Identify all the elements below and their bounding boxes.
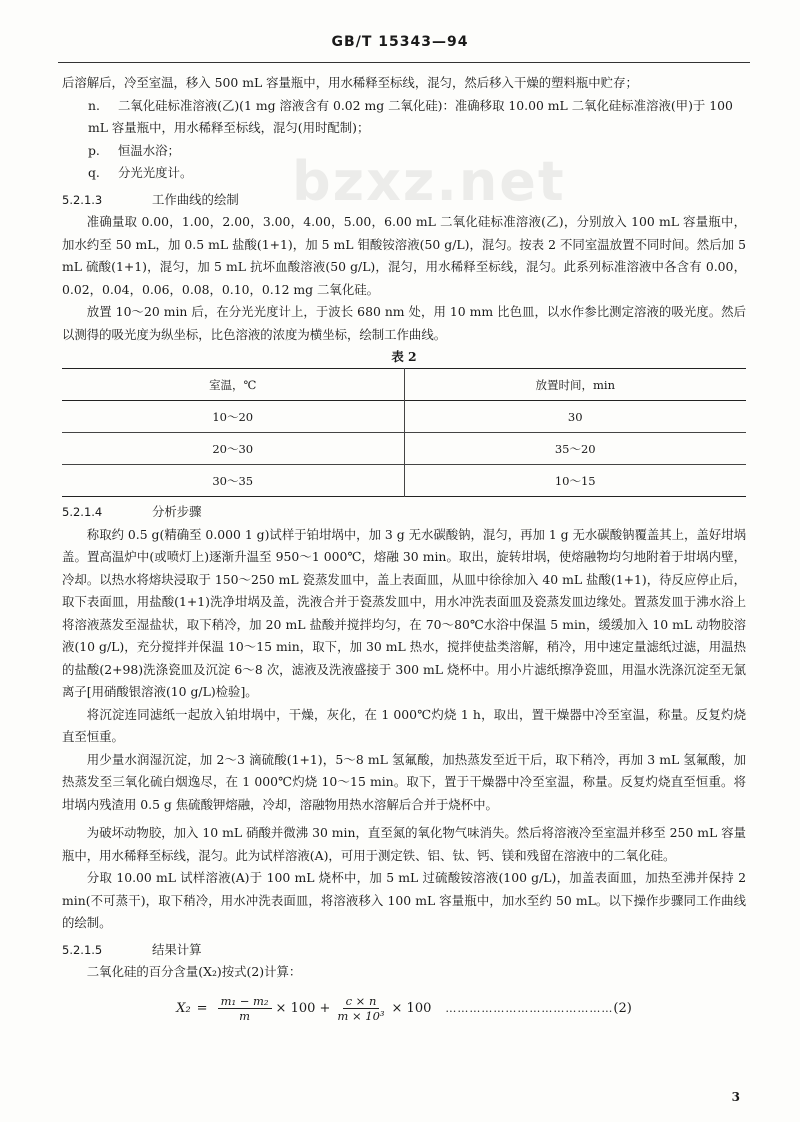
- item-marker: p.: [88, 142, 100, 158]
- item-marker: n.: [88, 97, 100, 113]
- table-caption: 表 2: [391, 349, 417, 364]
- header-rule: [58, 62, 750, 63]
- page-number: 3: [731, 1090, 740, 1104]
- paragraph: 称取约 0.5 g(精确至 0.000 1 g)试样于铂坩埚中，加 3 g 无水碳酸钠，混匀，再加 1 g 无水碳酸钠覆盖其上，盖好坩埚盖。置高温炉中(或喷灯上)逐渐升温至 950～1 000℃，熔融 30 min。取出，旋转坩埚，使熔融物均匀地附着于坩埚内壁，冷却。以热水将熔块浸取于 150～250 mL 瓷蒸发皿中，盖上表面皿，从皿中徐徐加入 40 mL 盐酸(1+1)，待反应停止后，取下表面皿，用盐酸(1+1)洗净坩埚及盖，洗液合并于瓷蒸发皿中，用水冲洗表面皿及瓷蒸发皿边缘处。置蒸发皿于沸水浴上将溶液蒸发至湿盐状，取下稍冷，加 20 mL 盐酸并搅拌均匀，在 70～80℃水浴中保温 5 min，缓缓加入 10 mL 动物胶溶液(10 g/L)，充分搅拌并保温 10～15 min，取下，加 30 mL 热水，搅拌使盐类溶解，稍冷，用中速定量滤纸过滤，用温热的盐酸(2+98)洗涤瓷皿及沉淀 6～8 次，滤液及洗液盛接于 300 mL 烧杯中。用小片滤纸擦净瓷皿，用温水洗涤沉淀至无氯离子[用硝酸银溶液(10 g/L)检验]。: [62, 526, 746, 699]
- formula-times-plus: × 100 +: [275, 1000, 331, 1016]
- formula-2: [62, 994, 746, 1023]
- paragraph: 为破坏动物胶，加入 10 mL 硝酸并微沸 30 min，直至氮的氧化物气味消失。然后将溶液冷至室温并移至 250 mL 容量瓶中，用水稀释至标线，混匀。此为试样溶液(A)，可用于测定铁、铝、钛、钙、镁和残留在溶液中的二氧化硅。: [62, 825, 746, 863]
- table-header-cell: 放置时间，min: [535, 377, 615, 392]
- section-title: 工作曲线的绘制: [152, 191, 239, 207]
- item-text: 恒温水浴；: [118, 142, 180, 158]
- table-row: [62, 401, 746, 433]
- table-cell: 10～15: [554, 473, 596, 488]
- table-row: [62, 433, 746, 465]
- fraction-denominator: m × 10³: [337, 1008, 385, 1023]
- fraction-denominator: m: [239, 1008, 250, 1023]
- standard-header: GB/T 15343—94: [331, 34, 469, 50]
- formula-label: (2): [613, 1000, 632, 1016]
- leader-dots: ……………………………………: [445, 1001, 614, 1015]
- section-title: 结果计算: [152, 941, 202, 957]
- item-text: 分光光度计。: [118, 165, 193, 180]
- fraction-2: [334, 994, 387, 1023]
- table-row: [62, 465, 746, 497]
- list-item-n: [62, 95, 746, 140]
- section-heading-5215: [62, 939, 746, 962]
- paragraph: 放置 10～20 min 后，在分光光度计上，于波长 680 nm 处，用 10 mm 比色皿，以水作参比测定溶液的吸光度。然后以测得的吸光度为纵坐标，比色溶液的浓度为横坐标，绘制工作曲线。: [62, 304, 746, 342]
- table-header-row: [62, 369, 746, 401]
- paragraph: 二氧化硅的百分含量(X₂)按式(2)计算：: [86, 964, 302, 979]
- formula-times: × 100: [391, 1000, 432, 1016]
- formula-lhs: X₂: [176, 1000, 191, 1016]
- paragraph: 用少量水润湿沉淀，加 2～3 滴硫酸(1+1)，5～8 mL 氢氟酸，加热蒸发至近干后，取下稍冷，再加 3 mL 氢氟酸，加热蒸发至三氧化硫白烟逸尽，在 1 000℃灼烧 10～15 min。取下，置于干燥器中冷至室温，称量。反复灼烧直至恒重。将坩埚内残渣用 0.5 g 焦硫酸钾熔融，冷却，溶融物用热水溶解后合并于烧杯中。: [62, 751, 746, 812]
- table-header-cell: 室温，℃: [62, 369, 404, 401]
- table-cell: 35～20: [554, 441, 596, 456]
- intro-paragraph: 后溶解后，冷至室温，移入 500 mL 容量瓶中，用水稀释至标线，混匀，然后移入干燥的塑料瓶中贮存；: [62, 75, 638, 90]
- section-heading-5214: [62, 501, 746, 524]
- section-title: 分析步骤: [152, 504, 202, 519]
- section-number: 5.2.1.3: [62, 192, 103, 207]
- item-marker: q.: [88, 165, 100, 180]
- paragraph: 准确量取 0.00，1.00，2.00，3.00，4.00，5.00，6.00 mL 二氧化硅标准溶液(乙)，分别放入 100 mL 容量瓶中，加水约至 50 mL，加 0.5 mL 盐酸(1+1)，加 5 mL 钼酸铵溶液(50 g/L)，混匀。按表 2 不同室温放置不同时间。然后加 5 mL 硫酸(1+1)，混匀，加 5 mL 抗坏血酸溶液(50 g/L)，混匀，用水稀释至标线，混匀。此系列标准溶液中各含有 0.00，0.02，0.04，0.06，0.08，0.10，0.12 mg 二氧化硅。: [62, 214, 746, 297]
- table-cell: 10～20: [62, 401, 404, 433]
- section-number: 5.2.1.4: [62, 505, 103, 519]
- list-item-p: [62, 140, 746, 163]
- item-text: 二氧化硅标准溶液(乙)(1 mg 溶液含有 0.02 mg 二氧化硅)：准确移取 10.00 mL 二氧化硅标准溶液(甲)于 100 mL 容量瓶中，用水稀释至标线，混匀(用时配制)；: [88, 97, 733, 135]
- fraction-1: [218, 994, 272, 1023]
- paragraph: 分取 10.00 mL 试样溶液(A)于 100 mL 烧杯中，加 5 mL 过硫酸铵溶液(100 g/L)，加盖表面皿，加热至沸并保持 2 min(不可蒸干)，取下稍冷，用水冲洗表面皿，将溶液移入 100 mL 容量瓶中，加水至约 50 mL。以下操作步骤同工作曲线的绘制。: [62, 870, 746, 930]
- section-heading-5213: [62, 189, 746, 212]
- table-cell: 20～30: [62, 433, 404, 465]
- formula-equals: =: [196, 1000, 208, 1016]
- paragraph: 将沉淀连同滤纸一起放入铂坩埚中，干燥，灰化，在 1 000℃灼烧 1 h，取出，置干燥器中冷至室温，称量。反复灼烧直至恒重。: [62, 706, 746, 744]
- section-number: 5.2.1.5: [62, 942, 103, 957]
- watermark: bzxz.net: [292, 150, 566, 213]
- table-cell: 30: [567, 409, 583, 424]
- table-2: [62, 368, 746, 497]
- fraction-numerator: c × n: [343, 994, 380, 1009]
- fraction-numerator: m₁ − m₂: [218, 994, 272, 1009]
- table-cell: 30～35: [62, 465, 404, 497]
- body-content: [62, 72, 746, 1023]
- list-item-q: [62, 162, 746, 185]
